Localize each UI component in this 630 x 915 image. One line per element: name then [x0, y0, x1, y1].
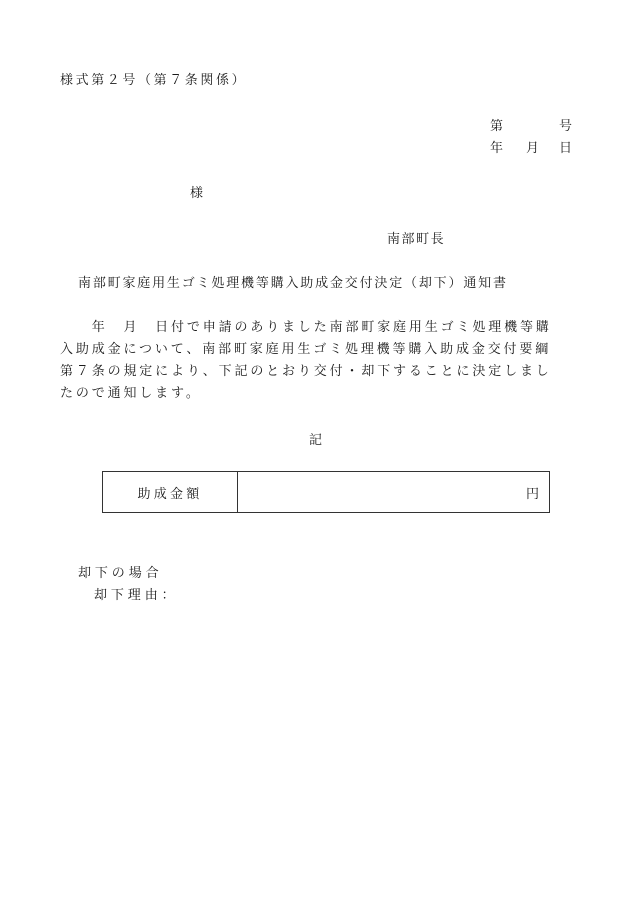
document-number-prefix: 第: [490, 119, 504, 134]
amount-unit: 円: [525, 486, 539, 502]
body-line: たので通知します。: [60, 386, 202, 401]
body-line: 年 月 日付で申請のありました南部町家庭用生ゴミ処理機等購: [60, 320, 552, 335]
document-title: 南部町家庭用生ゴミ処理機等購入助成金交付決定（却下）通知書: [78, 276, 508, 291]
date-year: 年: [490, 141, 504, 156]
date-day: 日: [558, 141, 572, 156]
rejection-heading: 却下の場合: [78, 566, 163, 581]
issuer-name: 南部町長: [387, 232, 446, 247]
addressee-honorific: 様: [190, 186, 204, 201]
rejection-reason-label: 却下理由：: [94, 588, 179, 603]
body-line: 第７条の規定により、下記のとおり交付・却下することに決定しまし: [60, 364, 552, 379]
record-heading: 記: [309, 433, 323, 448]
amount-table: [102, 471, 550, 513]
form-number: 様式第２号（第７条関係）: [60, 73, 248, 88]
table-row: [103, 472, 550, 513]
document-number-suffix: 号: [558, 119, 572, 134]
body-paragraph: [60, 317, 580, 405]
body-line: 入助成金について、南部町家庭用生ゴミ処理機等購入助成金交付要綱: [60, 342, 552, 357]
amount-label: 助成金額: [103, 472, 238, 513]
amount-value-field[interactable]: [238, 472, 550, 513]
date-month: 月: [526, 141, 540, 156]
